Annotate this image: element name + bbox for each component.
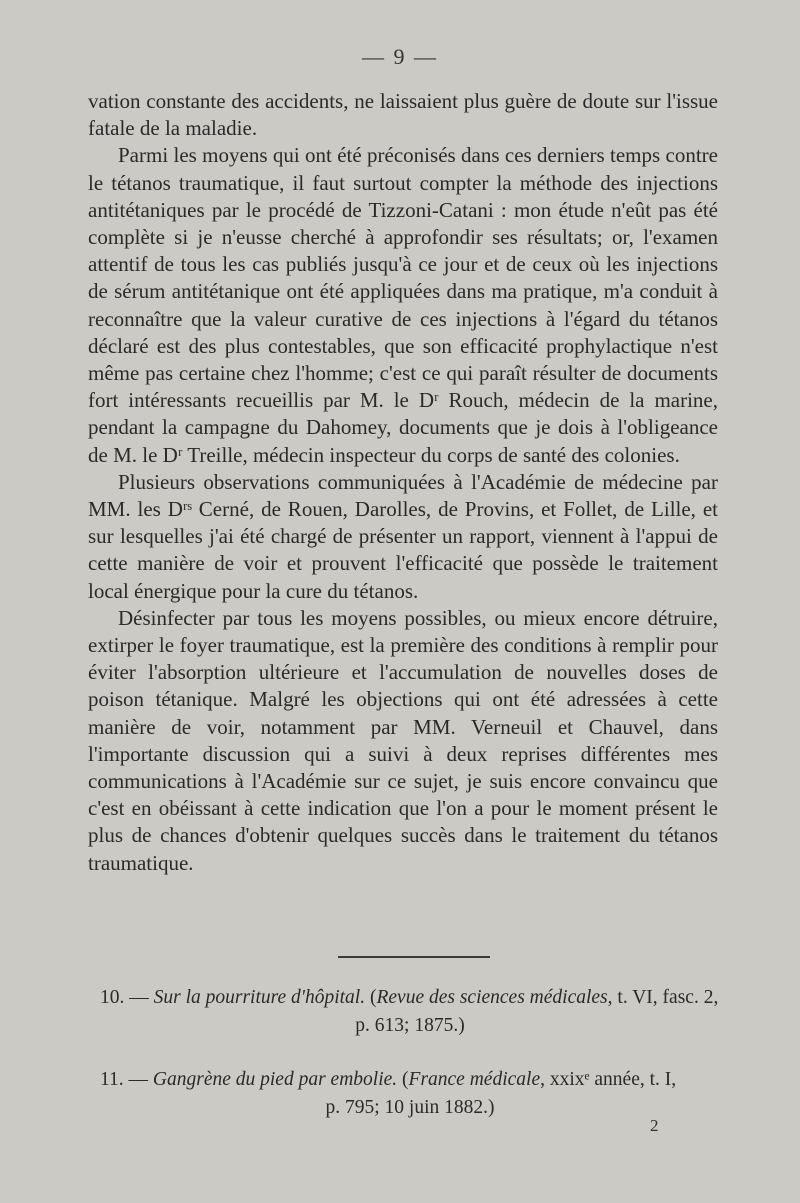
paragraph-observations: Plusieurs observations communiquées à l'Académie de médecine par MM. les Dʳˢ Cerné, de Rouen, Darolles, de Provins, et Follet, de Lille, et sur lesquelles j'ai été chargé de présenter un rapport, viennent à l'appui de cette manière de voir et prouvent l'efficacité que possède le traitement local énergique pour la cure du tétanos. [88, 469, 718, 603]
reference-note-11 [100, 1066, 720, 1122]
paragraph-tetanos-injections: Parmi les moyens qui ont été préconisés dans ces derniers temps contre le tétanos traumatique, il faut surtout compter la méthode des injections antitétaniques par le procédé de Tizzoni-Catani : mon étude n'eût pas été complète si je n'eusse cherché à approfondir ses résultats; or, l'examen attentif de tous les cas publiés jusqu'à ce jour et de ceux où les injections de sérum antitétanique ont été appliquées dans ma pratique, m'a conduit à reconnaître que la valeur curative de ces injections à l'égard du tétanos déclaré est des plus contestables, que son efficacité prophylactique n'est même pas certaine chez l'homme; c'est ce qui paraît résulter de documents fort intéressants recueillis par M. le Dʳ Rouch, médecin de la marine, pendant la campagne du Dahomey, documents que je dois à l'obligeance de M. le Dʳ Treille, médecin inspecteur du corps de santé des colonies. [88, 143, 718, 467]
main-text [88, 88, 718, 877]
note-page-date: p. 795; 10 juin 1882.) [325, 1097, 495, 1118]
note-page-date: p. 613; 1875.) [355, 1015, 465, 1036]
note-journal: France médicale [408, 1069, 541, 1090]
note-number: 10. — [100, 987, 149, 1008]
page-number: — 9 — [362, 44, 438, 69]
note-title: Sur la pourriture d'hôpital. [153, 987, 366, 1008]
note-open-paren: ( [369, 987, 377, 1008]
note-journal: Revue des sciences médicales [376, 987, 608, 1008]
paragraph-desinfection: Désinfecter par tous les moyens possibles, ou mieux encore détruire, extirper le foyer traumatique, est la première des conditions à remplir pour éviter l'absorption ultérieure et l'accumulation de nouvelles doses de poison tétanique. Malgré les objections qui ont été adressées à cette manière de voir, notamment par MM. Verneuil et Chauvel, dans l'importante discussion qui a suivi à deux reprises différentes mes communications à l'Académie sur ce sujet, je suis encore convaincu que c'est en obéissant à cette indication que l'on a pour le moment présent le plus de chances d'obtenir quelques succès dans le traitement du tétanos traumatique. [88, 605, 718, 875]
signature-mark: 2 [650, 1116, 659, 1135]
note-title: Gangrène du pied par embolie. [152, 1069, 398, 1090]
note-number: 11. — [100, 1069, 149, 1090]
note-open-paren: ( [402, 1069, 409, 1090]
paragraph-continuation: vation constante des accidents, ne laissaient plus guère de doute sur l'issue fatale de la maladie. [88, 89, 718, 141]
reference-note-10 [100, 984, 720, 1040]
note-details: , t. VI, fasc. 2, [607, 987, 719, 1008]
note-details: , xxixᵉ année, t. I, [540, 1069, 677, 1090]
section-divider [338, 956, 490, 958]
